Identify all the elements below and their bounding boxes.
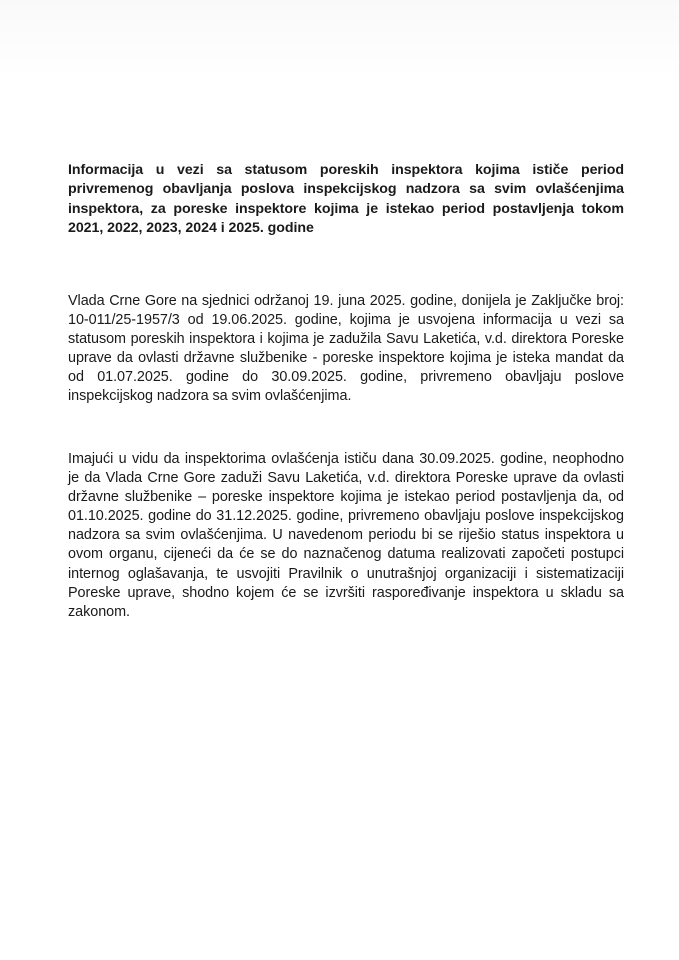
paragraph-government-conclusions: Vlada Crne Gore na sjednici održanoj 19. juna 2025. godine, donijela je Zaključke broj: 10-011/25-1957/3 od 19.06.2025. godine, kojima je usvojena informacija u vezi sa statusom poreskih inspektora i kojima je zadužila Savu Laketića, v.d. direktora Poreske uprave da ovlasti državne službenike - poreske inspektore kojima je isteka mandat da od 01.07.2025. godine do 30.09.2025. godine, privremeno obavljaju poslove inspekcijskog nadzora sa svim ovlašćenjima. — [68, 293, 624, 405]
document-title: Informacija u vezi sa statusom poreskih inspektora kojima ističe period privremenog obavljanja poslova inspekcijskog nadzora sa svim ovlašćenjima inspektora, za poreske inspektore kojima je istekao period postavljenja tokom 2021, 2022, 2023, 2024 i 2025. godine — [68, 162, 624, 237]
paragraph-authorization-proposal: Imajući u vidu da inspektorima ovlašćenja ističu dana 30.09.2025. godine, neophodno je da Vlada Crne Gore zaduži Savu Laketića, v.d. direktora Poreske uprave da ovlasti državne službenike – poreske inspektore kojima je istekao period postavljenja da, od 01.10.2025. godine do 31.12.2025. godine, privremeno obavljaju poslove inspekcijskog nadzora sa svim ovlašćenjima. U navedenom periodu bi se riješio status inspektora u ovom organu, cijeneći da će se do naznačenog datuma realizovati započeti postupci internog oglašavanja, te usvojiti Pravilnik o unutrašnjoj organizaciji i sistematizaciji Poreske uprave, shodno kojem će se izvršiti raspoređivanje inspektora u skladu sa zakonom. — [68, 451, 624, 620]
scan-background — [0, 0, 679, 80]
